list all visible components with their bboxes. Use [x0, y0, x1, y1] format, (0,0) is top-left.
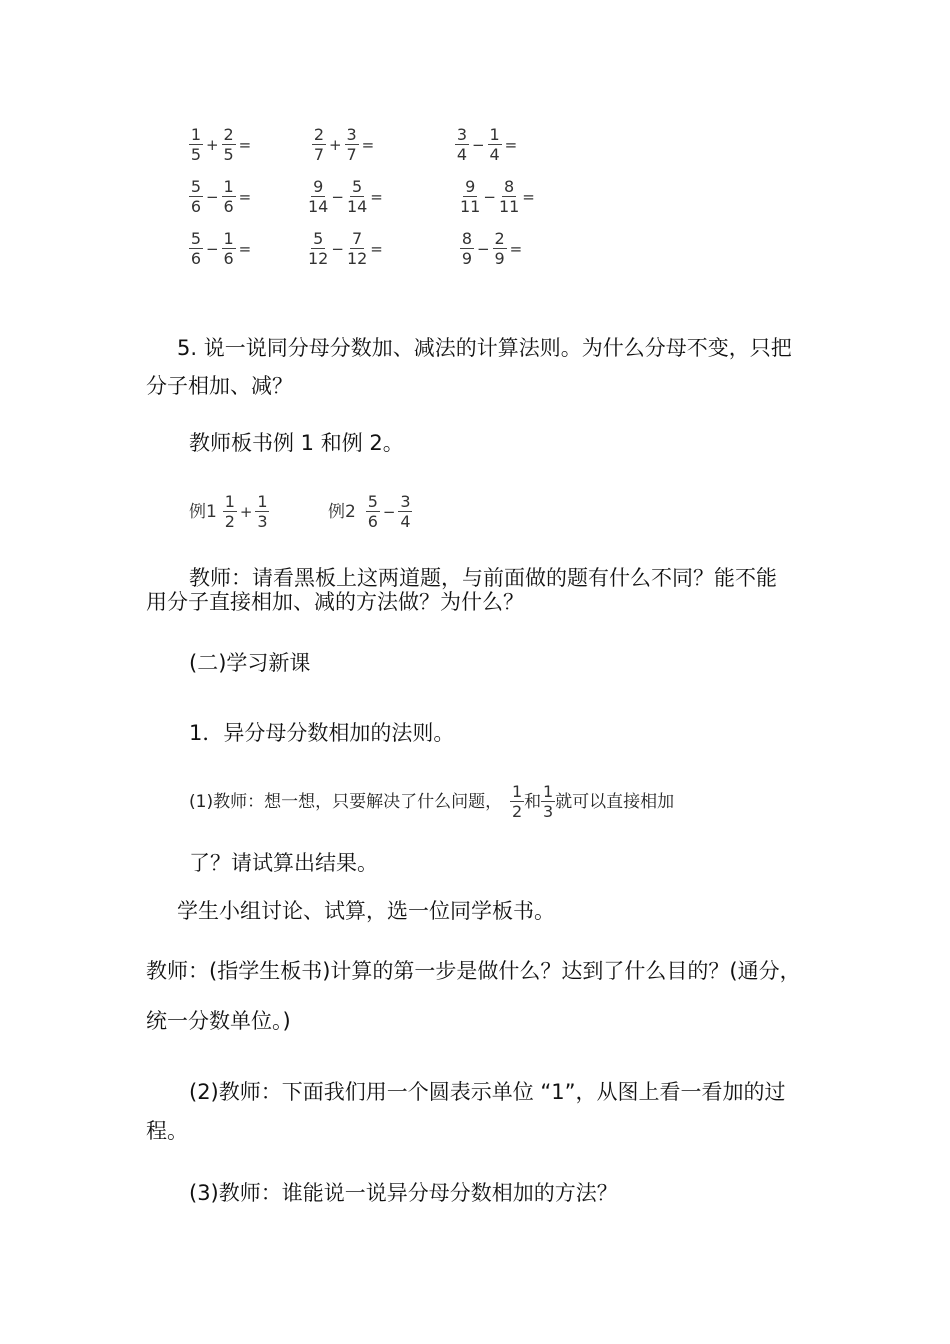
- sub-item-1-mid: 和: [524, 791, 542, 812]
- exercise-4: [189, 178, 254, 215]
- exercise-3: [455, 126, 520, 163]
- teacher-question-line-2: 用分子直接相加、减的方法做？为什么？: [146, 590, 524, 614]
- sub-item-1-prefix: (1)教师：想一想，只要解决了什么问题，: [189, 791, 503, 812]
- board-intro: 教师板书例 1 和例 2。: [189, 431, 404, 455]
- exercise-9: [460, 230, 525, 267]
- item-1-heading: 1．异分母分数相加的法则。: [189, 721, 455, 745]
- equals-sign: =: [361, 135, 375, 154]
- sub-item-2-line-1: (2)教师：下面我们用一个圆表示单位 “1”，从图上看一看加的过: [189, 1080, 786, 1104]
- operator: −: [331, 239, 344, 258]
- exercise-6: [460, 178, 538, 215]
- fraction: $\frac{1}{3}$: [543, 782, 554, 821]
- fraction: $\frac{1}{4}$: [489, 125, 500, 164]
- equals-sign: =: [238, 135, 252, 154]
- operator: −: [382, 502, 396, 521]
- operator: −: [331, 187, 344, 206]
- fraction: $\frac{2}{5}$: [223, 125, 234, 164]
- fraction: $\frac{1}{6}$: [223, 229, 234, 268]
- fraction: $\frac{5}{14}$: [346, 177, 368, 216]
- sub-item-1-continuation: 了？请试算出结果。: [189, 851, 378, 875]
- example-2: [328, 493, 412, 530]
- exercise-2: [312, 126, 377, 163]
- fraction: $\frac{3}{4}$: [400, 492, 411, 531]
- teacher-remark-line-2: 统一分数单位。): [146, 1009, 291, 1033]
- sub-item-1-suffix: 就可以直接相加: [555, 791, 675, 812]
- students-activity: 学生小组讨论、试算，选一位同学板书。: [177, 899, 555, 923]
- example-1: [189, 493, 269, 530]
- fraction: $\frac{1}{2}$: [224, 492, 235, 531]
- exercise-8: [308, 230, 386, 267]
- exercise-1: [189, 126, 254, 163]
- equals-sign: =: [509, 239, 523, 258]
- equals-sign: =: [238, 187, 252, 206]
- equals-sign: =: [370, 187, 383, 206]
- question-5-line-1: 5. 说一说同分母分数加、减法的计算法则。为什么分母不变，只把: [177, 336, 792, 360]
- equals-sign: =: [504, 135, 518, 154]
- fraction: $\frac{5}{6}$: [190, 229, 202, 268]
- fraction: $\frac{5}{12}$: [308, 229, 329, 268]
- example-2-label: 例2: [328, 501, 356, 522]
- sub-item-1: [189, 783, 674, 820]
- fraction: $\frac{9}{11}$: [460, 177, 481, 216]
- section-heading: (二)学习新课: [189, 651, 311, 675]
- operator: −: [206, 187, 219, 206]
- equals-sign: =: [370, 239, 383, 258]
- fraction: $\frac{8}{11}$: [498, 177, 520, 216]
- fraction: $\frac{3}{4}$: [456, 125, 468, 164]
- example-1-label: 例1: [189, 501, 217, 522]
- operator: −: [206, 239, 219, 258]
- operator: −: [472, 135, 485, 154]
- question-5-line-2: 分子相加、减？: [146, 374, 293, 398]
- fraction: $\frac{1}{6}$: [223, 177, 234, 216]
- sub-item-2-line-2: 程。: [146, 1119, 188, 1143]
- fraction: $\frac{2}{7}$: [313, 125, 325, 164]
- operator: −: [483, 187, 496, 206]
- fraction: $\frac{1}{5}$: [190, 125, 202, 164]
- fraction: $\frac{8}{9}$: [461, 229, 473, 268]
- teacher-question-line-1: 教师：请看黑板上这两道题，与前面做的题有什么不同？能不能: [189, 566, 777, 590]
- exercise-5: [308, 178, 386, 215]
- teacher-remark-line-1: 教师：(指学生板书)计算的第一步是做什么？达到了什么目的？(通分，: [146, 959, 801, 983]
- exercise-7: [189, 230, 254, 267]
- fraction: $\frac{1}{2}$: [512, 782, 523, 821]
- operator: +: [206, 135, 219, 154]
- fraction: $\frac{5}{6}$: [190, 177, 202, 216]
- fraction: $\frac{5}{6}$: [367, 492, 378, 531]
- operator: +: [329, 135, 342, 154]
- fraction: $\frac{3}{7}$: [346, 125, 357, 164]
- equals-sign: =: [238, 239, 252, 258]
- fraction: $\frac{7}{12}$: [346, 229, 368, 268]
- equals-sign: =: [522, 187, 535, 206]
- sub-item-3: (3)教师：谁能说一说异分母分数相加的方法？: [189, 1181, 618, 1205]
- operator: +: [239, 502, 253, 521]
- operator: −: [477, 239, 490, 258]
- fraction: $\frac{1}{3}$: [257, 492, 268, 531]
- fraction: $\frac{2}{9}$: [494, 229, 505, 268]
- fraction: $\frac{9}{14}$: [308, 177, 329, 216]
